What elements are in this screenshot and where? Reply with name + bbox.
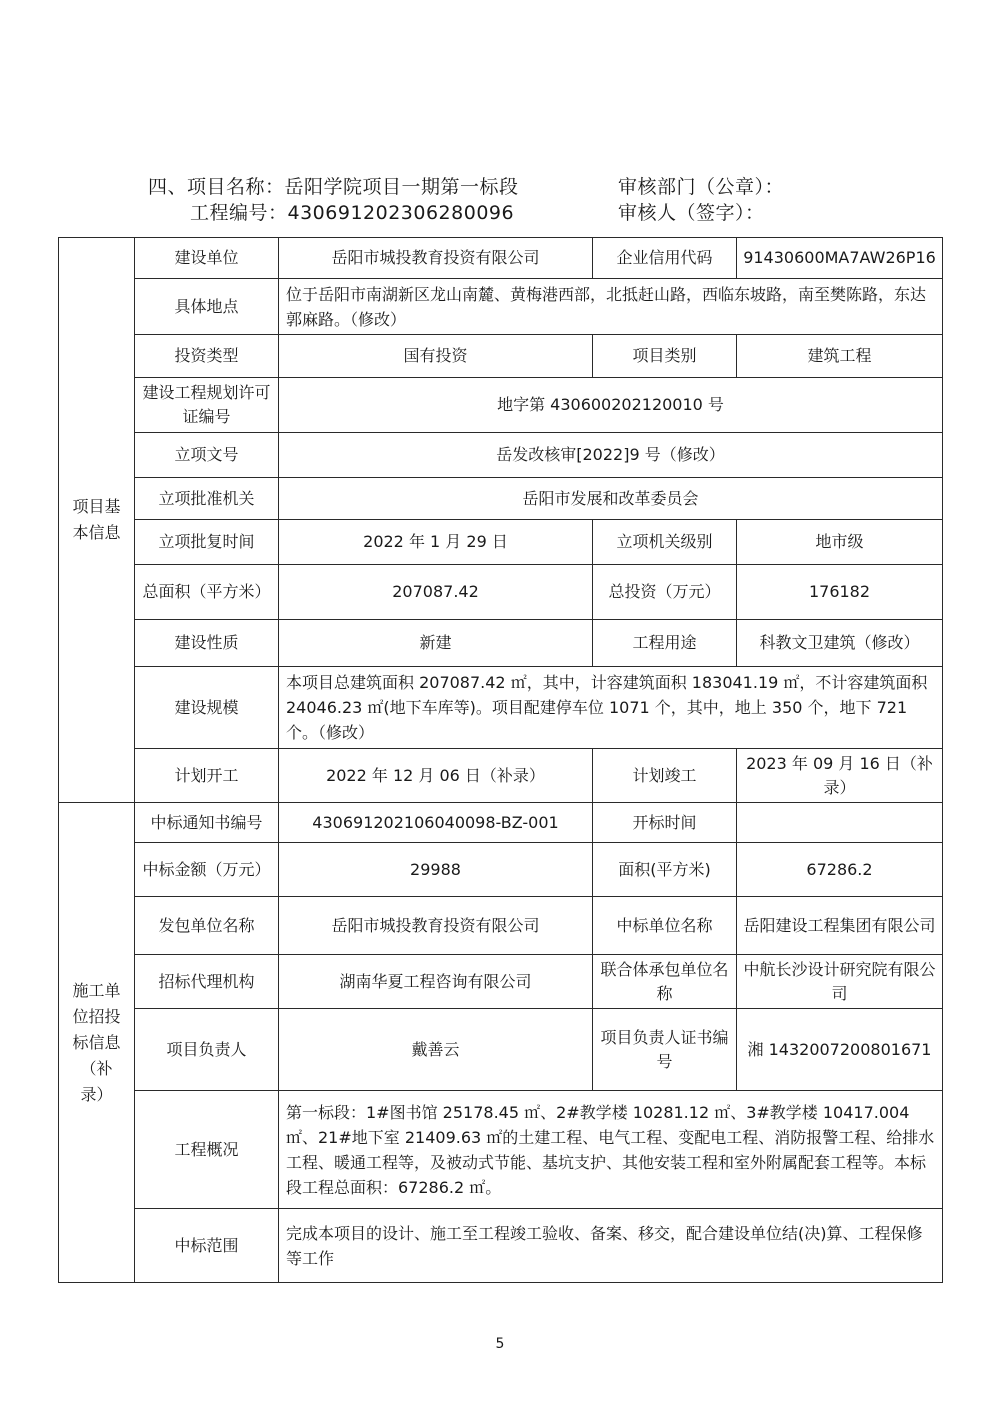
winning-unit-label: 中标单位名称 bbox=[593, 897, 737, 955]
credit-code-value: 91430600MA7AW26P16 bbox=[737, 238, 943, 279]
location-value: 位于岳阳市南湖新区龙山南麓、黄梅港西部，北抵赶山路，西临东坡路，南至樊陈路，东达郭麻路。（修改） bbox=[279, 279, 943, 335]
project-manager-label: 项目负责人 bbox=[135, 1009, 279, 1091]
planning-permit-label: 建设工程规划许可证编号 bbox=[135, 378, 279, 433]
bid-scope-value: 完成本项目的设计、施工至工程竣工验收、备案、移交，配合建设单位结(决)算、工程保修等工作 bbox=[279, 1209, 943, 1283]
planned-start-value: 2022 年 12 月 06 日（补录） bbox=[279, 749, 593, 803]
construction-nature-label: 建设性质 bbox=[135, 620, 279, 667]
planned-completion-label: 计划竣工 bbox=[593, 749, 737, 803]
project-overview-value: 第一标段：1#图书馆 25178.45 ㎡、2#教学楼 10281.12 ㎡、3#教学楼 10417.004 ㎡、21#地下室 21409.63 ㎡的土建工程、电气工程、变配电工程、消防报警工程、给排水工程、暖通工程等，及被动式节能、基坑支护、其他安装工程和室外附属配套工程等。本标段工程总面积：67286.2 ㎡。 bbox=[279, 1091, 943, 1209]
bid-amount-value: 29988 bbox=[279, 843, 593, 897]
bid-open-time-label: 开标时间 bbox=[593, 803, 737, 843]
manager-cert-value: 湘 1432007200801671 bbox=[737, 1009, 943, 1091]
total-investment-label: 总投资（万元） bbox=[593, 565, 737, 620]
manager-cert-label: 项目负责人证书编号 bbox=[593, 1009, 737, 1091]
construction-unit-value: 岳阳市城投教育投资有限公司 bbox=[279, 238, 593, 279]
tender-agent-label: 招标代理机构 bbox=[135, 955, 279, 1009]
construction-nature-value: 新建 bbox=[279, 620, 593, 667]
consortium-unit-value: 中航长沙设计研究院有限公司 bbox=[737, 955, 943, 1009]
section-basic-info-label: 项目基本信息 bbox=[59, 238, 135, 803]
total-investment-value: 176182 bbox=[737, 565, 943, 620]
tender-agent-value: 湖南华夏工程咨询有限公司 bbox=[279, 955, 593, 1009]
approval-doc-value: 岳发改核审[2022]9 号（修改） bbox=[279, 433, 943, 478]
project-number-line: 工程编号：430691202306280096 bbox=[190, 202, 515, 224]
invest-type-value: 国有投资 bbox=[279, 335, 593, 378]
award-notice-no-value: 430691202106040098-BZ-001 bbox=[279, 803, 593, 843]
project-category-label: 项目类别 bbox=[593, 335, 737, 378]
reviewer-label: 审核人（签字）： bbox=[618, 202, 765, 224]
project-info-table bbox=[58, 237, 943, 1283]
invest-type-label: 投资类型 bbox=[135, 335, 279, 378]
project-category-value: 建筑工程 bbox=[737, 335, 943, 378]
project-manager-value: 戴善云 bbox=[279, 1009, 593, 1091]
approval-org-label: 立项批准机关 bbox=[135, 478, 279, 520]
bid-area-value: 67286.2 bbox=[737, 843, 943, 897]
review-dept-label: 审核部门（公章）： bbox=[618, 176, 785, 198]
approval-time-label: 立项批复时间 bbox=[135, 520, 279, 565]
planning-permit-value: 地字第 430600202120010 号 bbox=[279, 378, 943, 433]
project-usage-value: 科教文卫建筑（修改） bbox=[737, 620, 943, 667]
employer-name-value: 岳阳市城投教育投资有限公司 bbox=[279, 897, 593, 955]
construction-unit-label: 建设单位 bbox=[135, 238, 279, 279]
consortium-unit-label: 联合体承包单位名称 bbox=[593, 955, 737, 1009]
project-overview-label: 工程概况 bbox=[135, 1091, 279, 1209]
employer-name-label: 发包单位名称 bbox=[135, 897, 279, 955]
bid-amount-label: 中标金额（万元） bbox=[135, 843, 279, 897]
total-area-value: 207087.42 bbox=[279, 565, 593, 620]
bid-area-label: 面积(平方米) bbox=[593, 843, 737, 897]
construction-scale-label: 建设规模 bbox=[135, 667, 279, 749]
construction-scale-value: 本项目总建筑面积 207087.42 ㎡，其中，计容建筑面积 183041.19 ㎡，不计容建筑面积 24046.23 ㎡(地下车库等)。项目配建停车位 1071 个，其中，地上 350 个，地下 721 个。（修改） bbox=[279, 667, 943, 749]
credit-code-label: 企业信用代码 bbox=[593, 238, 737, 279]
section-bidding-info-label: 施工单位招投标信息（补录） bbox=[59, 803, 135, 1283]
award-notice-no-label: 中标通知书编号 bbox=[135, 803, 279, 843]
planned-start-label: 计划开工 bbox=[135, 749, 279, 803]
location-label: 具体地点 bbox=[135, 279, 279, 335]
approval-doc-label: 立项文号 bbox=[135, 433, 279, 478]
approval-time-value: 2022 年 1 月 29 日 bbox=[279, 520, 593, 565]
project-name-line: 四、项目名称：岳阳学院项目一期第一标段 bbox=[148, 176, 519, 198]
project-usage-label: 工程用途 bbox=[593, 620, 737, 667]
total-area-label: 总面积（平方米） bbox=[135, 565, 279, 620]
page-number: 5 bbox=[495, 1336, 505, 1352]
planned-completion-value: 2023 年 09 月 16 日（补录） bbox=[737, 749, 943, 803]
bid-scope-label: 中标范围 bbox=[135, 1209, 279, 1283]
approval-org-value: 岳阳市发展和改革委员会 bbox=[279, 478, 943, 520]
winning-unit-value: 岳阳建设工程集团有限公司 bbox=[737, 897, 943, 955]
bid-open-time-value bbox=[737, 803, 943, 843]
approval-level-label: 立项机关级别 bbox=[593, 520, 737, 565]
approval-level-value: 地市级 bbox=[737, 520, 943, 565]
